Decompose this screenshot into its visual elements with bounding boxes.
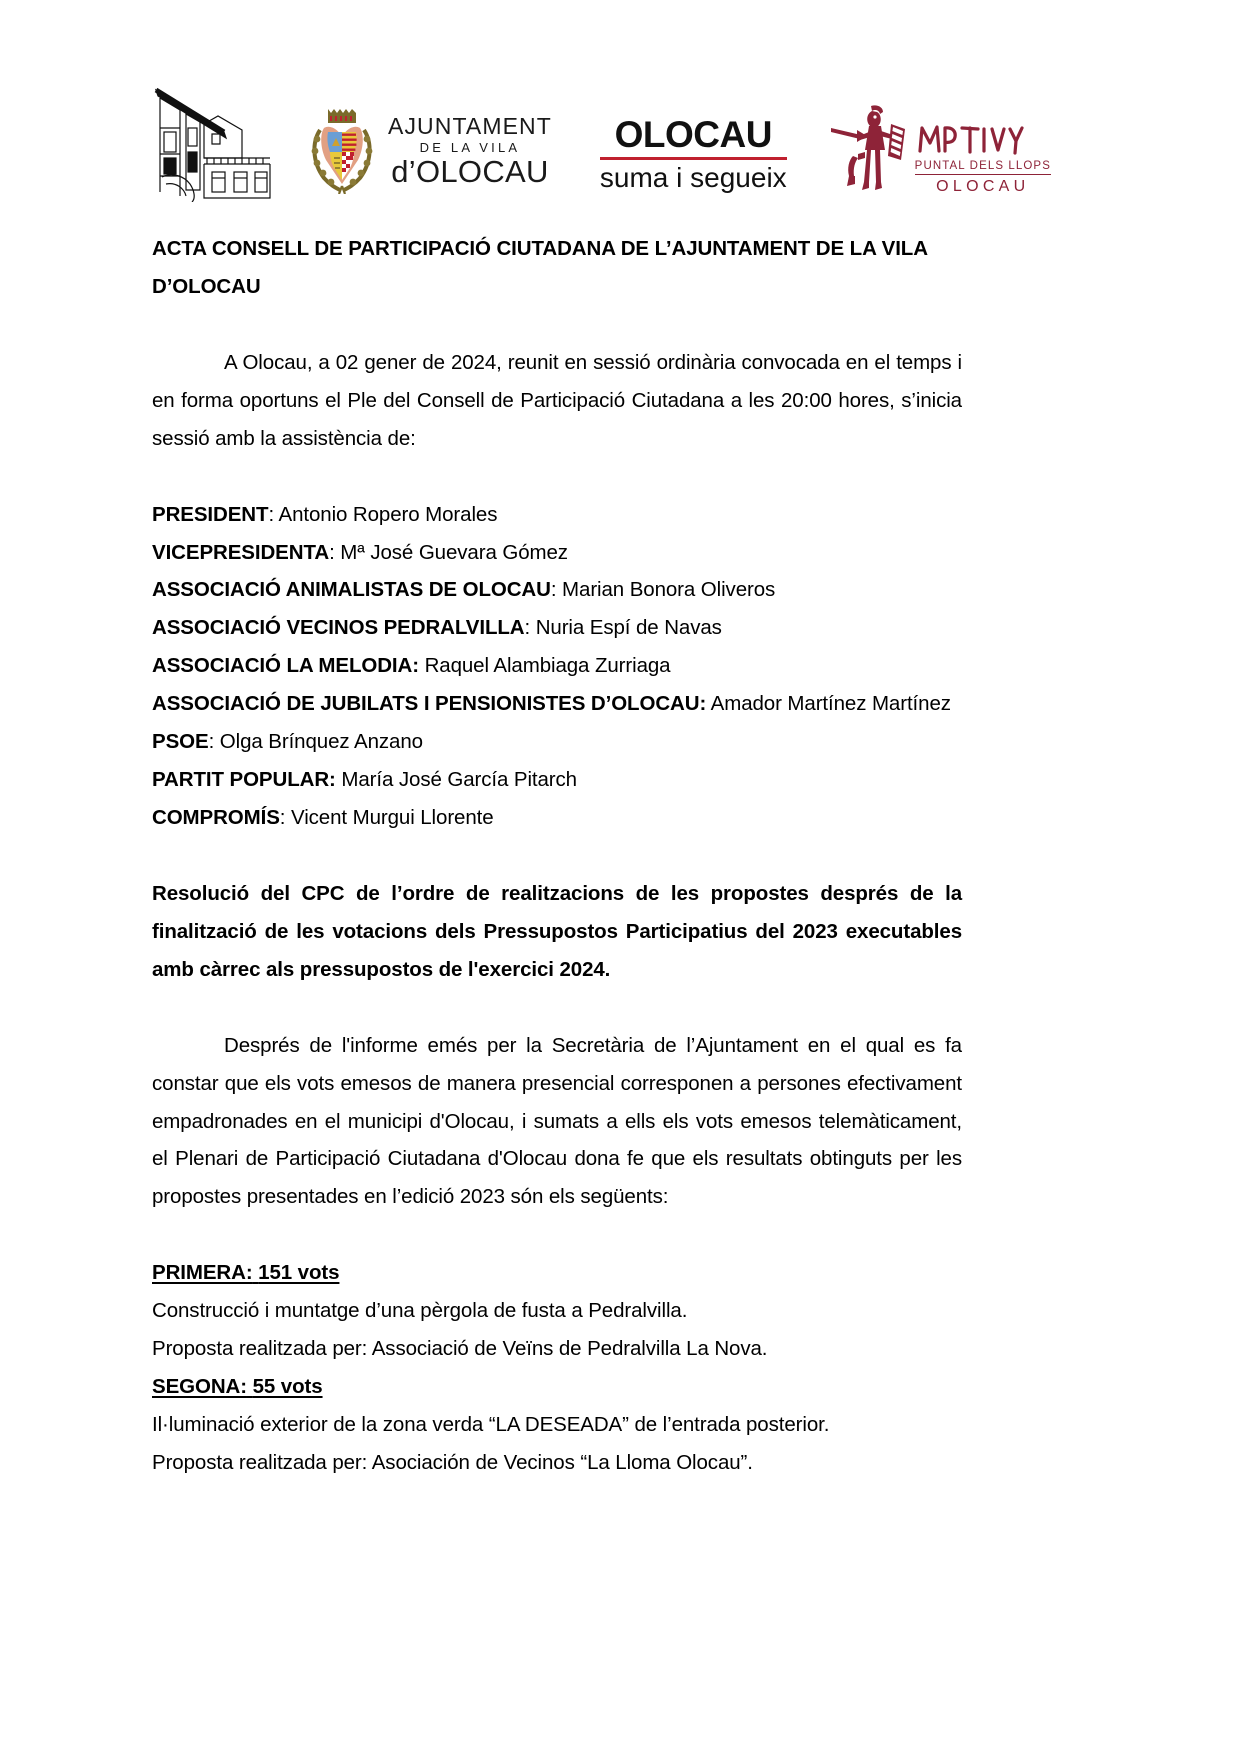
attendee-separator: : bbox=[329, 540, 341, 564]
spacer bbox=[152, 306, 962, 344]
result-heading bbox=[152, 1254, 962, 1292]
list-item bbox=[152, 761, 962, 799]
ajuntament-logo bbox=[306, 108, 552, 202]
attendee-separator: : bbox=[208, 730, 220, 754]
results-list bbox=[152, 1254, 962, 1482]
result-rank: SEGONA: bbox=[152, 1375, 247, 1399]
attendee-name: Antonio Ropero Morales bbox=[278, 502, 498, 526]
result-votes: 55 vots bbox=[252, 1375, 323, 1399]
attendee-name: Nuria Espí de Navas bbox=[535, 616, 722, 640]
list-item bbox=[152, 571, 962, 609]
attendee-role: ASSOCIACIÓ ANIMALISTAS DE OLOCAU bbox=[152, 578, 551, 602]
motivy-logo bbox=[831, 102, 1051, 202]
list-item bbox=[152, 609, 962, 647]
spacer bbox=[152, 1216, 962, 1254]
olocau-logo-rule bbox=[600, 157, 787, 160]
spacer bbox=[152, 989, 962, 1027]
attendee-role: COMPROMÍS bbox=[152, 805, 280, 829]
result-proposer: Proposta realitzada per: Associació de Veïns de Pedralvilla La Nova. bbox=[152, 1337, 768, 1361]
result-description: Il·luminació exterior de la zona verda “LA DESEADA” de l’entrada posterior. bbox=[152, 1412, 830, 1436]
iberian-warrior-icon bbox=[831, 102, 909, 196]
report-paragraph: Després de l'informe emés per la Secretària de l’Ajuntament en el qual es fa constar que els vots emesos de manera presencial corresponen a persones efectivament empadronades en el municipi d'Olocau, i sumats a ells els vots emesos telemàticament, el Plenari de Participació Ciutadana d'Olocau dona fe que els resultats obtinguts per les propostes presentades en l’edició 2023 són els següents: bbox=[152, 1033, 962, 1209]
resolution-heading: Resolució del CPC de l’ordre de realitzacions de les propostes després de la finalització de les votacions dels Pressupostos Participatius del 2023 executables amb càrrec als pressupostos de l'exercici 2024. bbox=[152, 881, 962, 981]
spacer bbox=[152, 458, 962, 496]
attendee-role: PSOE bbox=[152, 730, 209, 754]
attendee-role: PRESIDENT bbox=[152, 502, 269, 526]
attendees-list bbox=[152, 496, 962, 837]
header-logo-band bbox=[152, 52, 1051, 202]
village-street-drawing-icon bbox=[152, 72, 274, 202]
list-item bbox=[152, 799, 962, 837]
motivy-wordmark-icon bbox=[915, 119, 1027, 159]
result-proposer: Proposta realitzada per: Asociación de Vecinos “La Lloma Olocau”. bbox=[152, 1450, 753, 1474]
result-votes: 151 vots bbox=[258, 1261, 340, 1285]
ajuntament-line2: DE LA VILA bbox=[419, 140, 521, 155]
result-description: Construcció i muntatge d’una pèrgola de fusta a Pedralvilla. bbox=[152, 1299, 688, 1323]
ajuntament-line3: d’OLOCAU bbox=[391, 154, 549, 189]
attendee-role: ASSOCIACIÓ LA MELODIA: bbox=[152, 654, 419, 678]
attendee-name: Olga Brínquez Anzano bbox=[219, 730, 423, 754]
coat-of-arms-icon bbox=[306, 108, 378, 194]
attendee-role: PARTIT POPULAR: bbox=[152, 768, 336, 792]
attendee-role: ASSOCIACIÓ VECINOS PEDRALVILLA bbox=[152, 616, 525, 640]
attendee-separator: : bbox=[268, 502, 279, 526]
olocau-logo-line2: suma i segueix bbox=[599, 161, 787, 193]
attendee-role: ASSOCIACIÓ DE JUBILATS I PENSIONISTES D’OLOCAU: bbox=[152, 692, 707, 716]
page-title: ACTA CONSELL DE PARTICIPACIÓ CIUTADANA DE L’AJUNTAMENT DE LA VILA D’OLOCAU bbox=[152, 237, 928, 298]
opening-paragraph: A Olocau, a 02 gener de 2024, reunit en sessió ordinària convocada en el temps i en forma oportuns el Ple del Consell de Participació Ciutadana a les 20:00 hores, s’inicia sessió amb la assistència de: bbox=[152, 350, 962, 450]
result-rank: PRIMERA: bbox=[152, 1261, 253, 1285]
list-item bbox=[152, 723, 962, 761]
list-item bbox=[152, 685, 962, 723]
spacer bbox=[152, 837, 962, 875]
attendee-separator: : bbox=[550, 578, 563, 602]
list-item bbox=[152, 647, 962, 685]
result-heading bbox=[152, 1368, 962, 1406]
list-item bbox=[152, 534, 962, 572]
attendee-name: Mª José Guevara Gómez bbox=[340, 540, 568, 564]
document-content bbox=[152, 0, 1051, 1482]
attendee-separator: : bbox=[524, 616, 536, 640]
motivy-town: OLOCAU bbox=[936, 178, 1030, 195]
motivy-subtitle: PUNTAL DELS LLOPS bbox=[915, 160, 1051, 175]
ajuntament-line1: AJUNTAMENT bbox=[388, 113, 552, 139]
attendee-separator: : bbox=[279, 805, 291, 829]
attendee-name: Vicent Murgui Llorente bbox=[291, 805, 494, 829]
attendee-name: María José García Pitarch bbox=[341, 768, 577, 792]
olocau-suma-i-segueix-logo bbox=[599, 113, 787, 202]
attendee-role: VICEPRESIDENTA bbox=[152, 540, 330, 564]
attendee-name: Amador Martínez Martínez bbox=[710, 692, 951, 716]
attendee-name: Raquel Alambiaga Zurriaga bbox=[424, 654, 671, 678]
attendee-name: Marian Bonora Oliveros bbox=[562, 578, 776, 602]
list-item bbox=[152, 496, 962, 534]
olocau-logo-line1: OLOCAU bbox=[614, 113, 772, 155]
